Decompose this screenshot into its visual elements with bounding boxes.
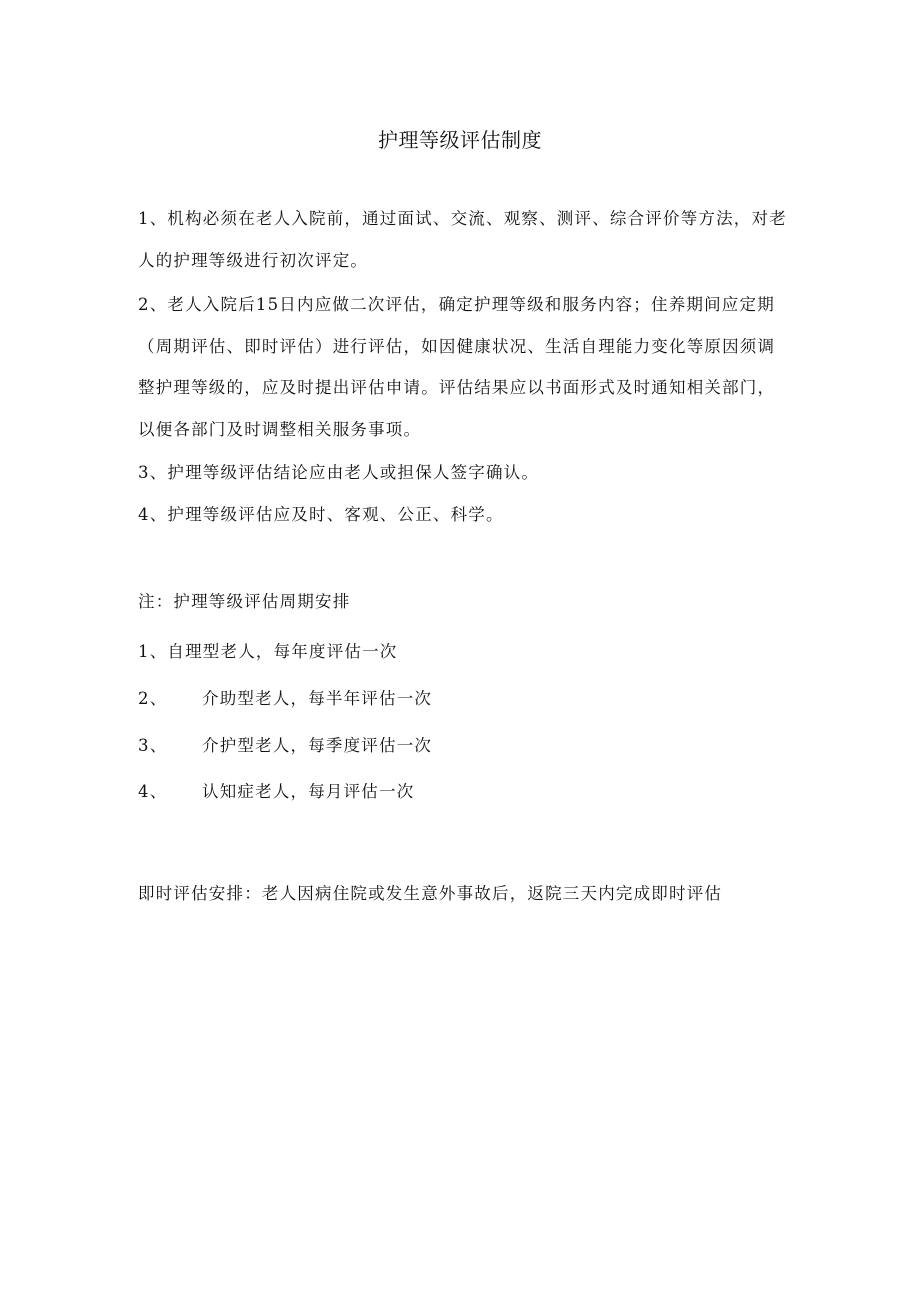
note-item-3 (138, 732, 432, 756)
rule-item-text: 护理等级评估应及时、客观、公正、科学。 (167, 505, 504, 524)
note-item-2 (138, 685, 432, 709)
note-item-text: 自理型老人，每年度评估一次 (167, 642, 398, 661)
immediate-assessment-note: 即时评估安排：老人因病住院或发生意外事故后，返院三天内完成即时评估 (138, 884, 723, 903)
note-item-text: 介护型老人，每季度评估一次 (202, 736, 433, 755)
note-item-number: 2、 (138, 689, 168, 708)
rule-item-text: 护理等级评估结论应由老人或担保人签字确认。 (167, 463, 540, 482)
rule-item-1 (138, 198, 788, 281)
note-heading: 注：护理等级评估周期安排 (138, 592, 351, 611)
note-item-1 (138, 638, 398, 662)
page-title: 护理等级评估制度 (378, 128, 542, 152)
rule-item-2 (138, 284, 788, 450)
note-item-number: 3、 (138, 736, 168, 755)
note-item-text: 介助型老人，每半年评估一次 (202, 689, 433, 708)
rule-item-number: 4、 (138, 505, 168, 524)
note-item-number: 1、 (138, 642, 168, 661)
rule-item-text: 机构必须在老人入院前，通过面试、交流、观察、测评、综合评价等方法，对老人的护理等级进行初次评定。 (138, 209, 787, 270)
note-item-number: 4、 (138, 782, 168, 801)
rule-item-number: 1、 (138, 209, 168, 228)
rule-item-4 (138, 494, 788, 536)
note-item-4 (138, 778, 414, 802)
rule-item-number: 2、 (138, 295, 168, 314)
rule-item-3 (138, 452, 788, 494)
note-item-text: 认知症老人，每月评估一次 (202, 782, 415, 801)
rule-item-number: 3、 (138, 463, 168, 482)
rule-item-text: 老人入院后15日内应做二次评估，确定护理等级和服务内容；住养期间应定期（周期评估、即时评估）进行评估，如因健康状况、生活自理能力变化等原因须调整护理等级的，应及时提出评估申请。评估结果应以书面形式及时通知相关部门，以便各部门及时调整相关服务事项。 (138, 295, 776, 439)
